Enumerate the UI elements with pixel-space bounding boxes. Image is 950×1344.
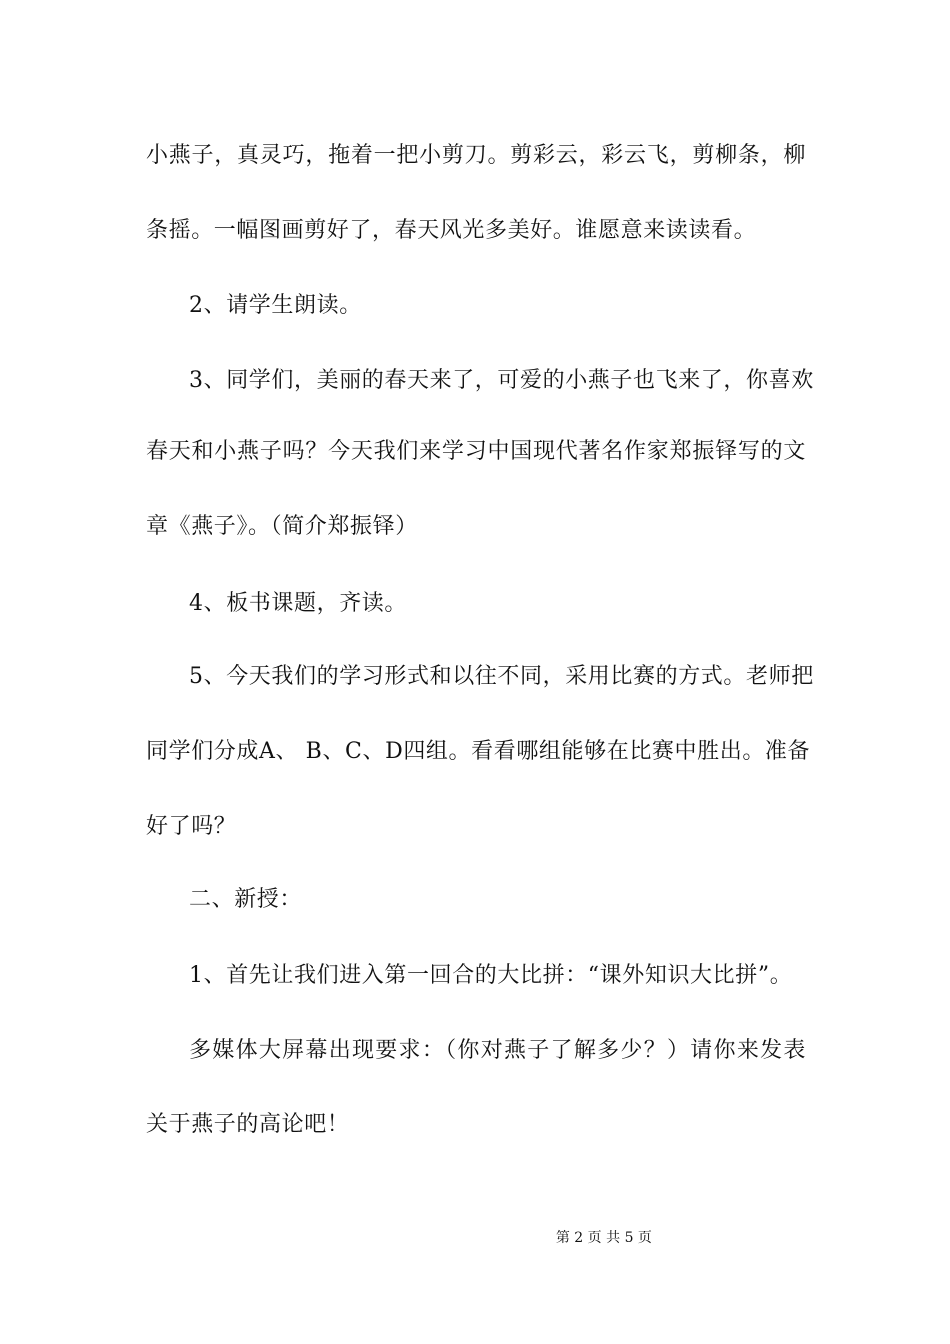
section-heading: 二、新授： xyxy=(189,887,303,912)
paragraph-line: 5、今天我们的学习形式和以往不同，采用比赛的方式。老师把 xyxy=(189,664,814,689)
paragraph-line: 条摇。一幅图画剪好了，春天风光多美好。谁愿意来读读看。 xyxy=(146,218,757,243)
paragraph-line: 3、同学们，美丽的春天来了，可爱的小燕子也飞来了，你喜欢 xyxy=(189,368,814,393)
paragraph-line: 同学们分成A、 B、C、D四组。看看哪组能够在比赛中胜出。准备 xyxy=(146,739,811,764)
paragraph-line: 春天和小燕子吗？今天我们来学习中国现代著名作家郑振铎写的文 xyxy=(146,439,806,464)
page-footer xyxy=(0,1208,950,1268)
paragraph-line: 章《燕子》。（简介郑振铎） xyxy=(146,514,418,539)
page-number: 第 2 页 共 5 页 xyxy=(555,1230,652,1246)
paragraph-line: 关于燕子的高论吧！ xyxy=(146,1112,350,1137)
paragraph-line: 4、板书课题，齐读。 xyxy=(189,591,407,616)
paragraph-line: 1、首先让我们进入第一回合的大比拼：“课外知识大比拼”。 xyxy=(189,963,793,988)
paragraph-line: 2、请学生朗读。 xyxy=(189,293,362,318)
paragraph-line: 小燕子，真灵巧，拖着一把小剪刀。剪彩云，彩云飞，剪柳条，柳 xyxy=(146,143,806,168)
paragraph-line: 多媒体大屏幕出现要求：（你对燕子了解多少？）请你来发表 xyxy=(189,1038,806,1063)
paragraph-line: 好了吗？ xyxy=(146,814,237,839)
